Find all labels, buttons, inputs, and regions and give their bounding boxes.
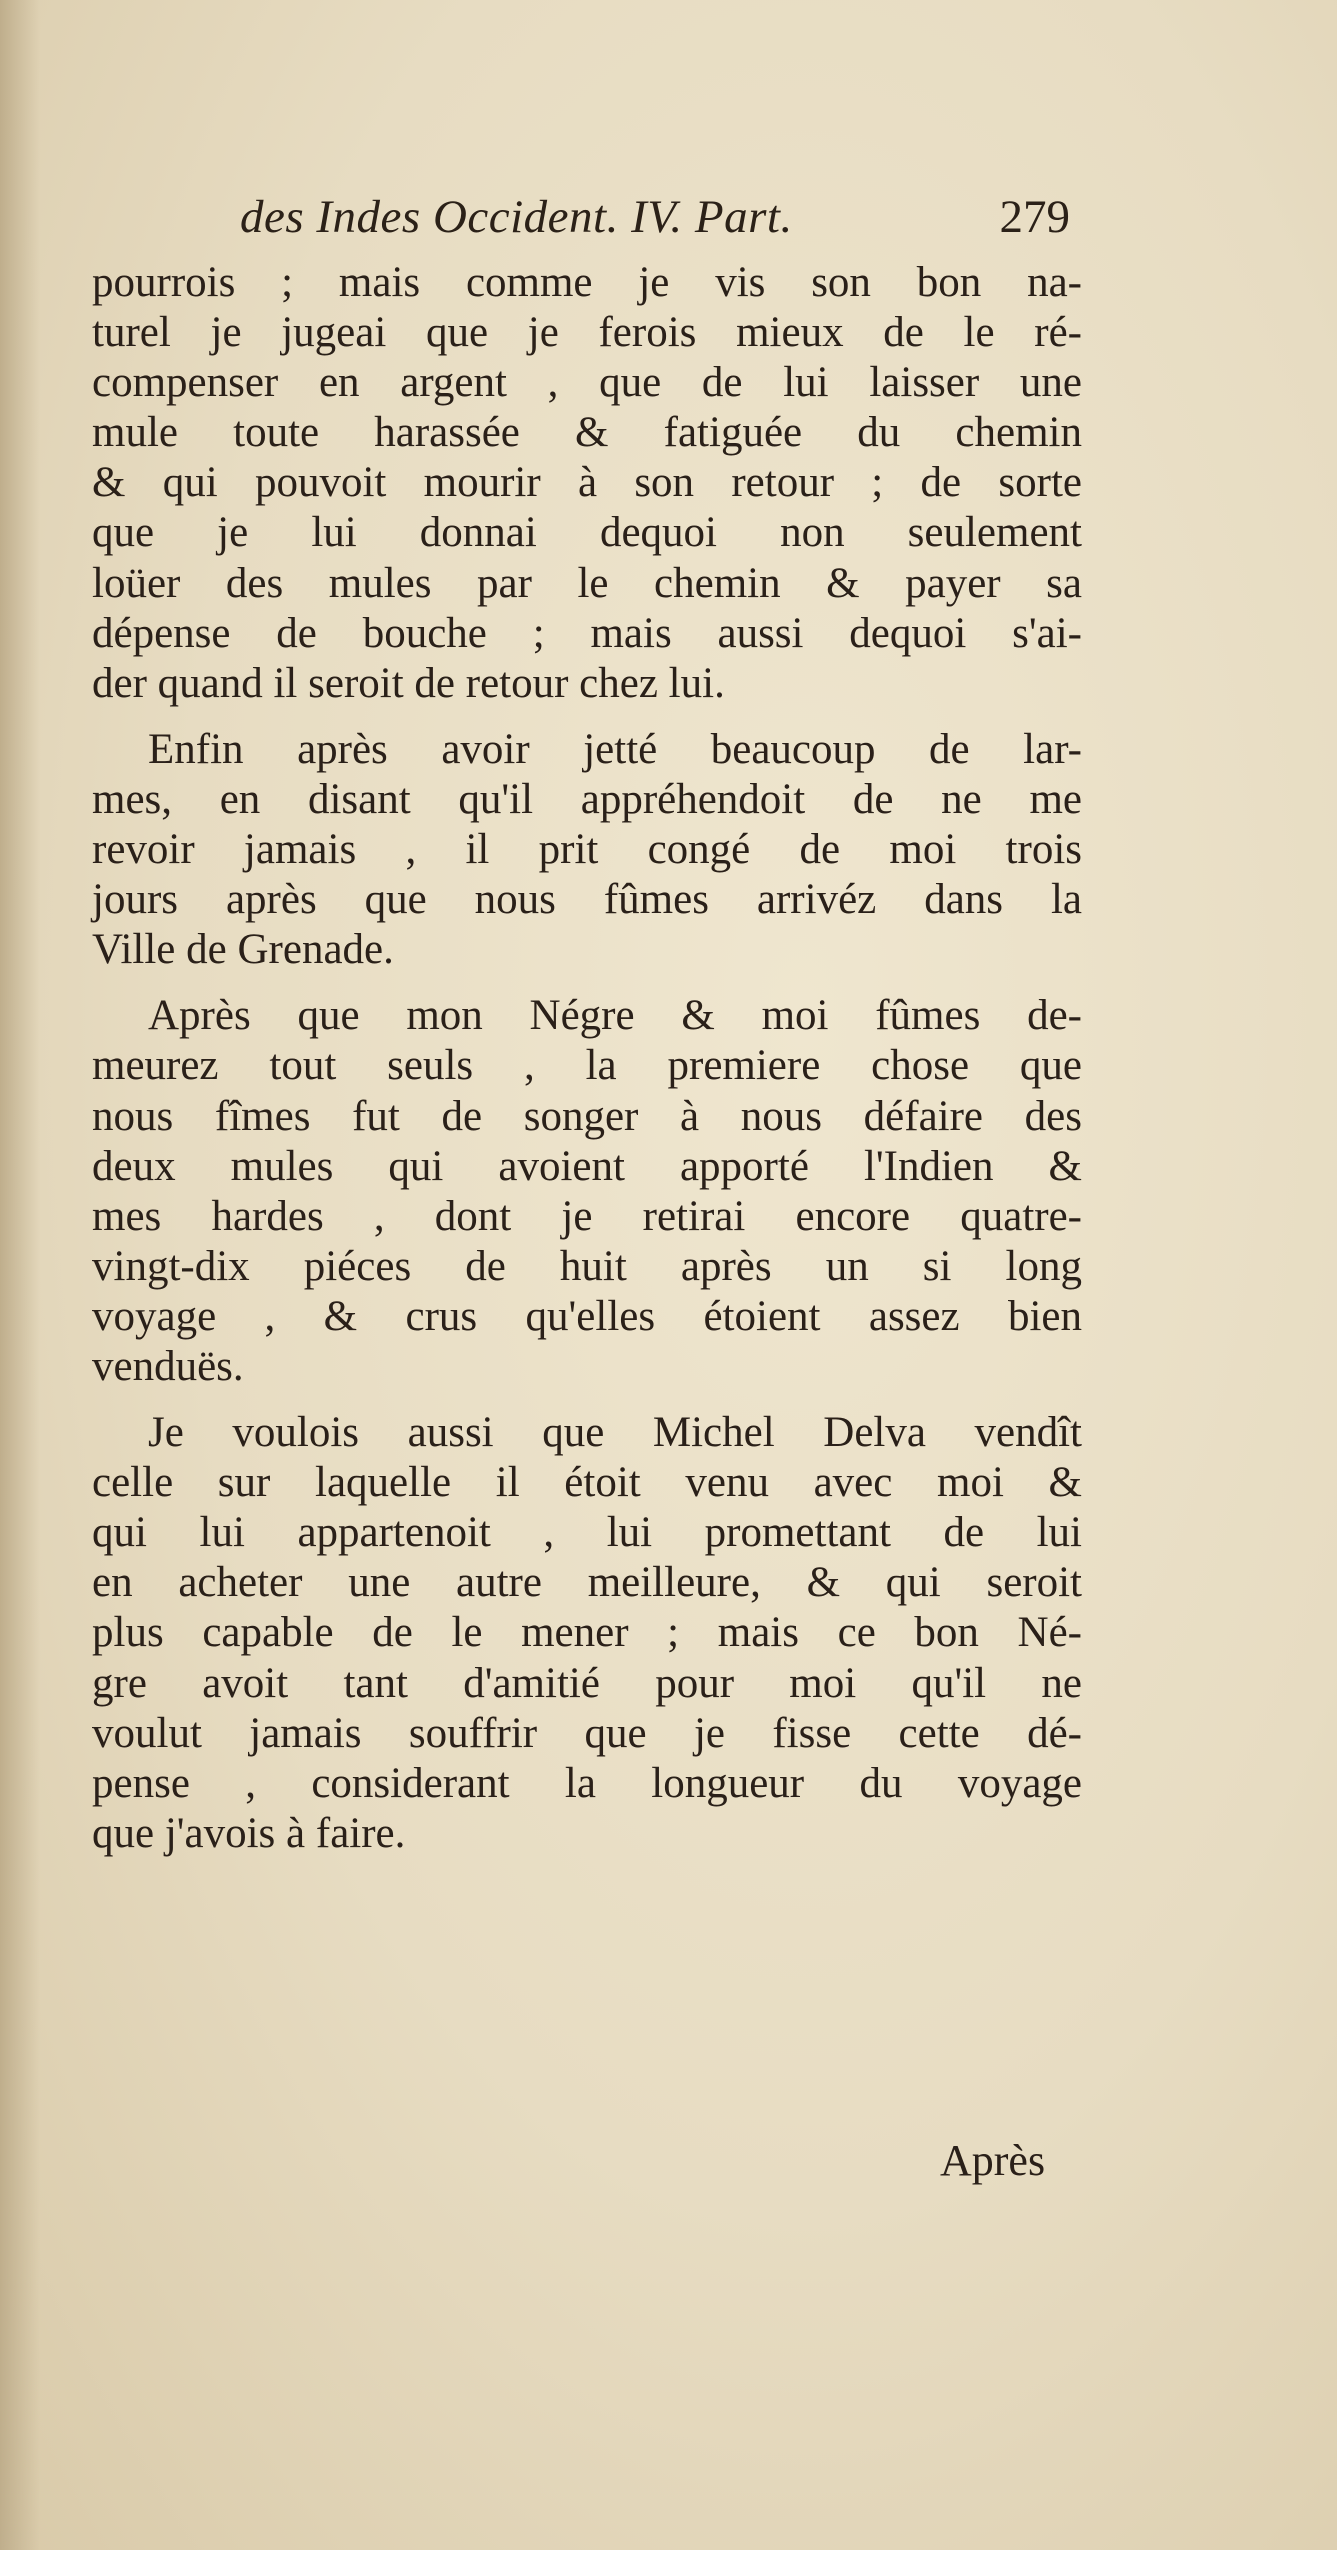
text-line: pourrois ; mais comme je vis son bon na- bbox=[92, 259, 1082, 306]
text-line: meurez tout seuls , la premiere chose que bbox=[92, 1042, 1082, 1090]
text-line: que je lui donnai dequoi non seulement bbox=[92, 509, 1082, 557]
page-number: 279 bbox=[999, 191, 1070, 243]
text-line: loüer des mules par le chemin & payer sa bbox=[92, 559, 1082, 607]
text-line: vingt-dix piéces de huit après un si long bbox=[92, 1242, 1082, 1290]
text-line: voulut jamais souffrir que je fisse cette dé- bbox=[92, 1709, 1082, 1757]
text-line: plus capable de le mener ; mais ce bon Né- bbox=[92, 1609, 1082, 1657]
text-line: Je voulois aussi que Michel Delva vendît bbox=[148, 1409, 1082, 1457]
text-line: que j'avois à faire. bbox=[92, 1809, 406, 1857]
running-title: des Indes Occident. IV. Part. bbox=[240, 191, 793, 243]
text-line: gre avoit tant d'amitié pour moi qu'il ne bbox=[92, 1659, 1082, 1707]
text-line: en acheter une autre meilleure, & qui seroit bbox=[92, 1559, 1082, 1607]
text-line: revoir jamais , il prit congé de moi trois bbox=[92, 826, 1082, 874]
text-line: & qui pouvoit mourir à son retour ; de sorte bbox=[92, 459, 1082, 507]
page-header bbox=[240, 190, 1080, 260]
text-line: mule toute harassée & fatiguée du chemin bbox=[92, 409, 1082, 457]
gutter-shadow bbox=[0, 0, 40, 2550]
text-line: qui lui appartenoit , lui promettant de lui bbox=[92, 1509, 1082, 1557]
text-line: mes, en disant qu'il appréhendoit de ne me bbox=[92, 775, 1082, 823]
body-text bbox=[92, 258, 1082, 1859]
text-line: jours après que nous fûmes arrivéz dans la bbox=[92, 876, 1082, 924]
text-line: pense , considerant la longueur du voyage bbox=[92, 1759, 1082, 1807]
text-line: venduës. bbox=[92, 1342, 244, 1390]
text-line: celle sur laquelle il étoit venu avec moi & bbox=[92, 1459, 1082, 1507]
text-line: compenser en argent , que de lui laisser une bbox=[92, 359, 1082, 407]
text-line: der quand il seroit de retour chez lui. bbox=[92, 659, 725, 707]
text-line: turel je jugeai que je ferois mieux de le ré- bbox=[92, 309, 1082, 357]
text-line: nous fîmes fut de songer à nous défaire des bbox=[92, 1092, 1082, 1140]
text-line: Enfin après avoir jetté beaucoup de lar- bbox=[148, 725, 1082, 773]
catchword: Après bbox=[940, 2136, 1046, 2185]
text-line: mes hardes , dont je retirai encore quatre- bbox=[92, 1192, 1082, 1240]
text-line: Après que mon Négre & moi fûmes de- bbox=[148, 992, 1082, 1040]
text-line: deux mules qui avoient apporté l'Indien & bbox=[92, 1142, 1082, 1190]
text-line: dépense de bouche ; mais aussi dequoi s'ai- bbox=[92, 609, 1082, 657]
text-line: Ville de Grenade. bbox=[92, 926, 394, 974]
text-line: voyage , & crus qu'elles étoient assez bien bbox=[92, 1292, 1082, 1340]
